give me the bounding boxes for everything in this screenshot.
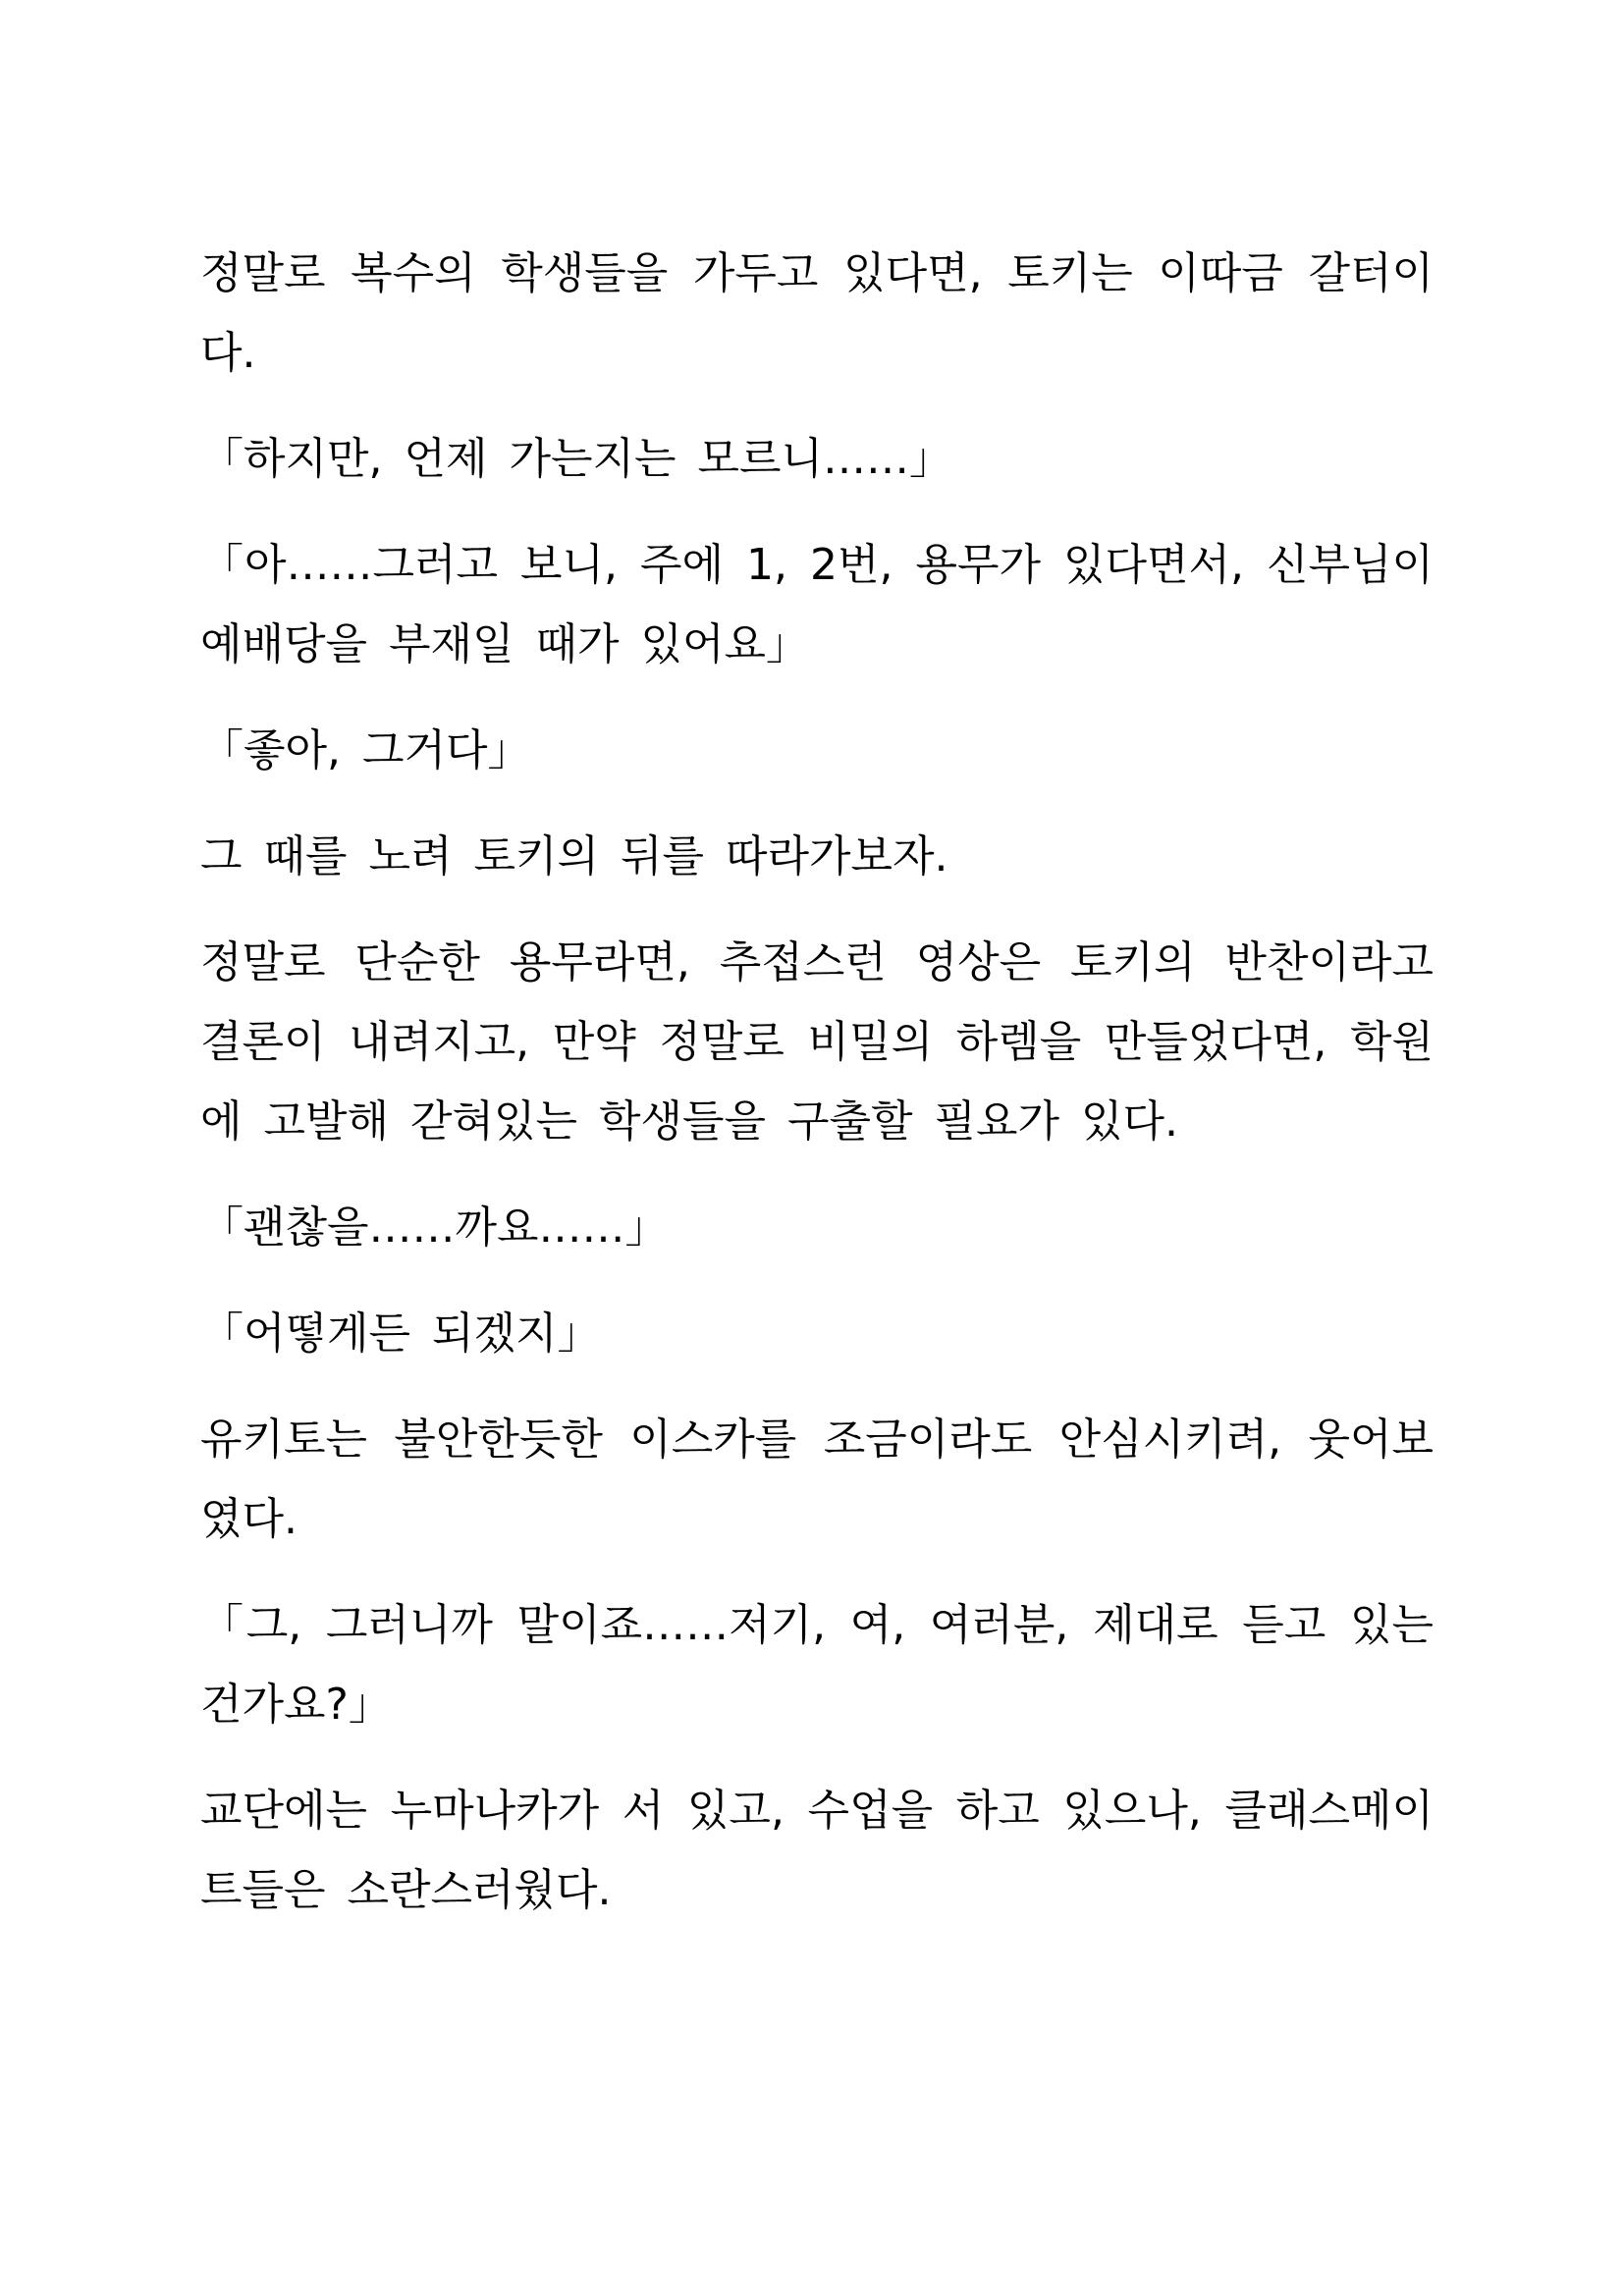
- paragraph-10: 「그, 그러니까 말이죠……저기, 여, 여러분, 제대로 듣고 있는건가요?」: [200, 1600, 1434, 1730]
- paragraph-4: 「좋아, 그거다」: [200, 725, 531, 775]
- paragraph-5: 그 때를 노려 토키의 뒤를 따라가보자.: [200, 831, 948, 881]
- paragraph-1: 정말로 복수의 학생들을 가두고 있다면, 토키는 이따금 갈터이다.: [200, 248, 1434, 378]
- document-body: [200, 234, 1434, 1956]
- paragraph-3: 「아……그러고 보니, 주에 1, 2번, 용무가 있다면서, 신부님이 예배당을 부재일 때가 있어요」: [200, 540, 1434, 669]
- paragraph-8: 「어떻게든 되겠지」: [200, 1308, 601, 1359]
- paragraph-6: 정말로 단순한 용무라면, 추접스런 영상은 토키의 반찬이라고 결론이 내려지고, 만약 정말로 비밀의 하렘을 만들었다면, 학원에 고발해 갇혀있는 학생들을 구출할 필요가 있다.: [200, 937, 1434, 1147]
- paragraph-9: 유키토는 불안한듯한 이스카를 조금이라도 안심시키려, 웃어보였다.: [200, 1415, 1434, 1544]
- paragraph-7: 「괜찮을……까요……」: [200, 1202, 669, 1253]
- paragraph-2: 「하지만, 언제 가는지는 모르니……」: [200, 434, 952, 484]
- paragraph-11: 교단에는 누마나카가 서 있고, 수업을 하고 있으나, 클래스메이트들은 소란스러웠다.: [200, 1786, 1434, 1915]
